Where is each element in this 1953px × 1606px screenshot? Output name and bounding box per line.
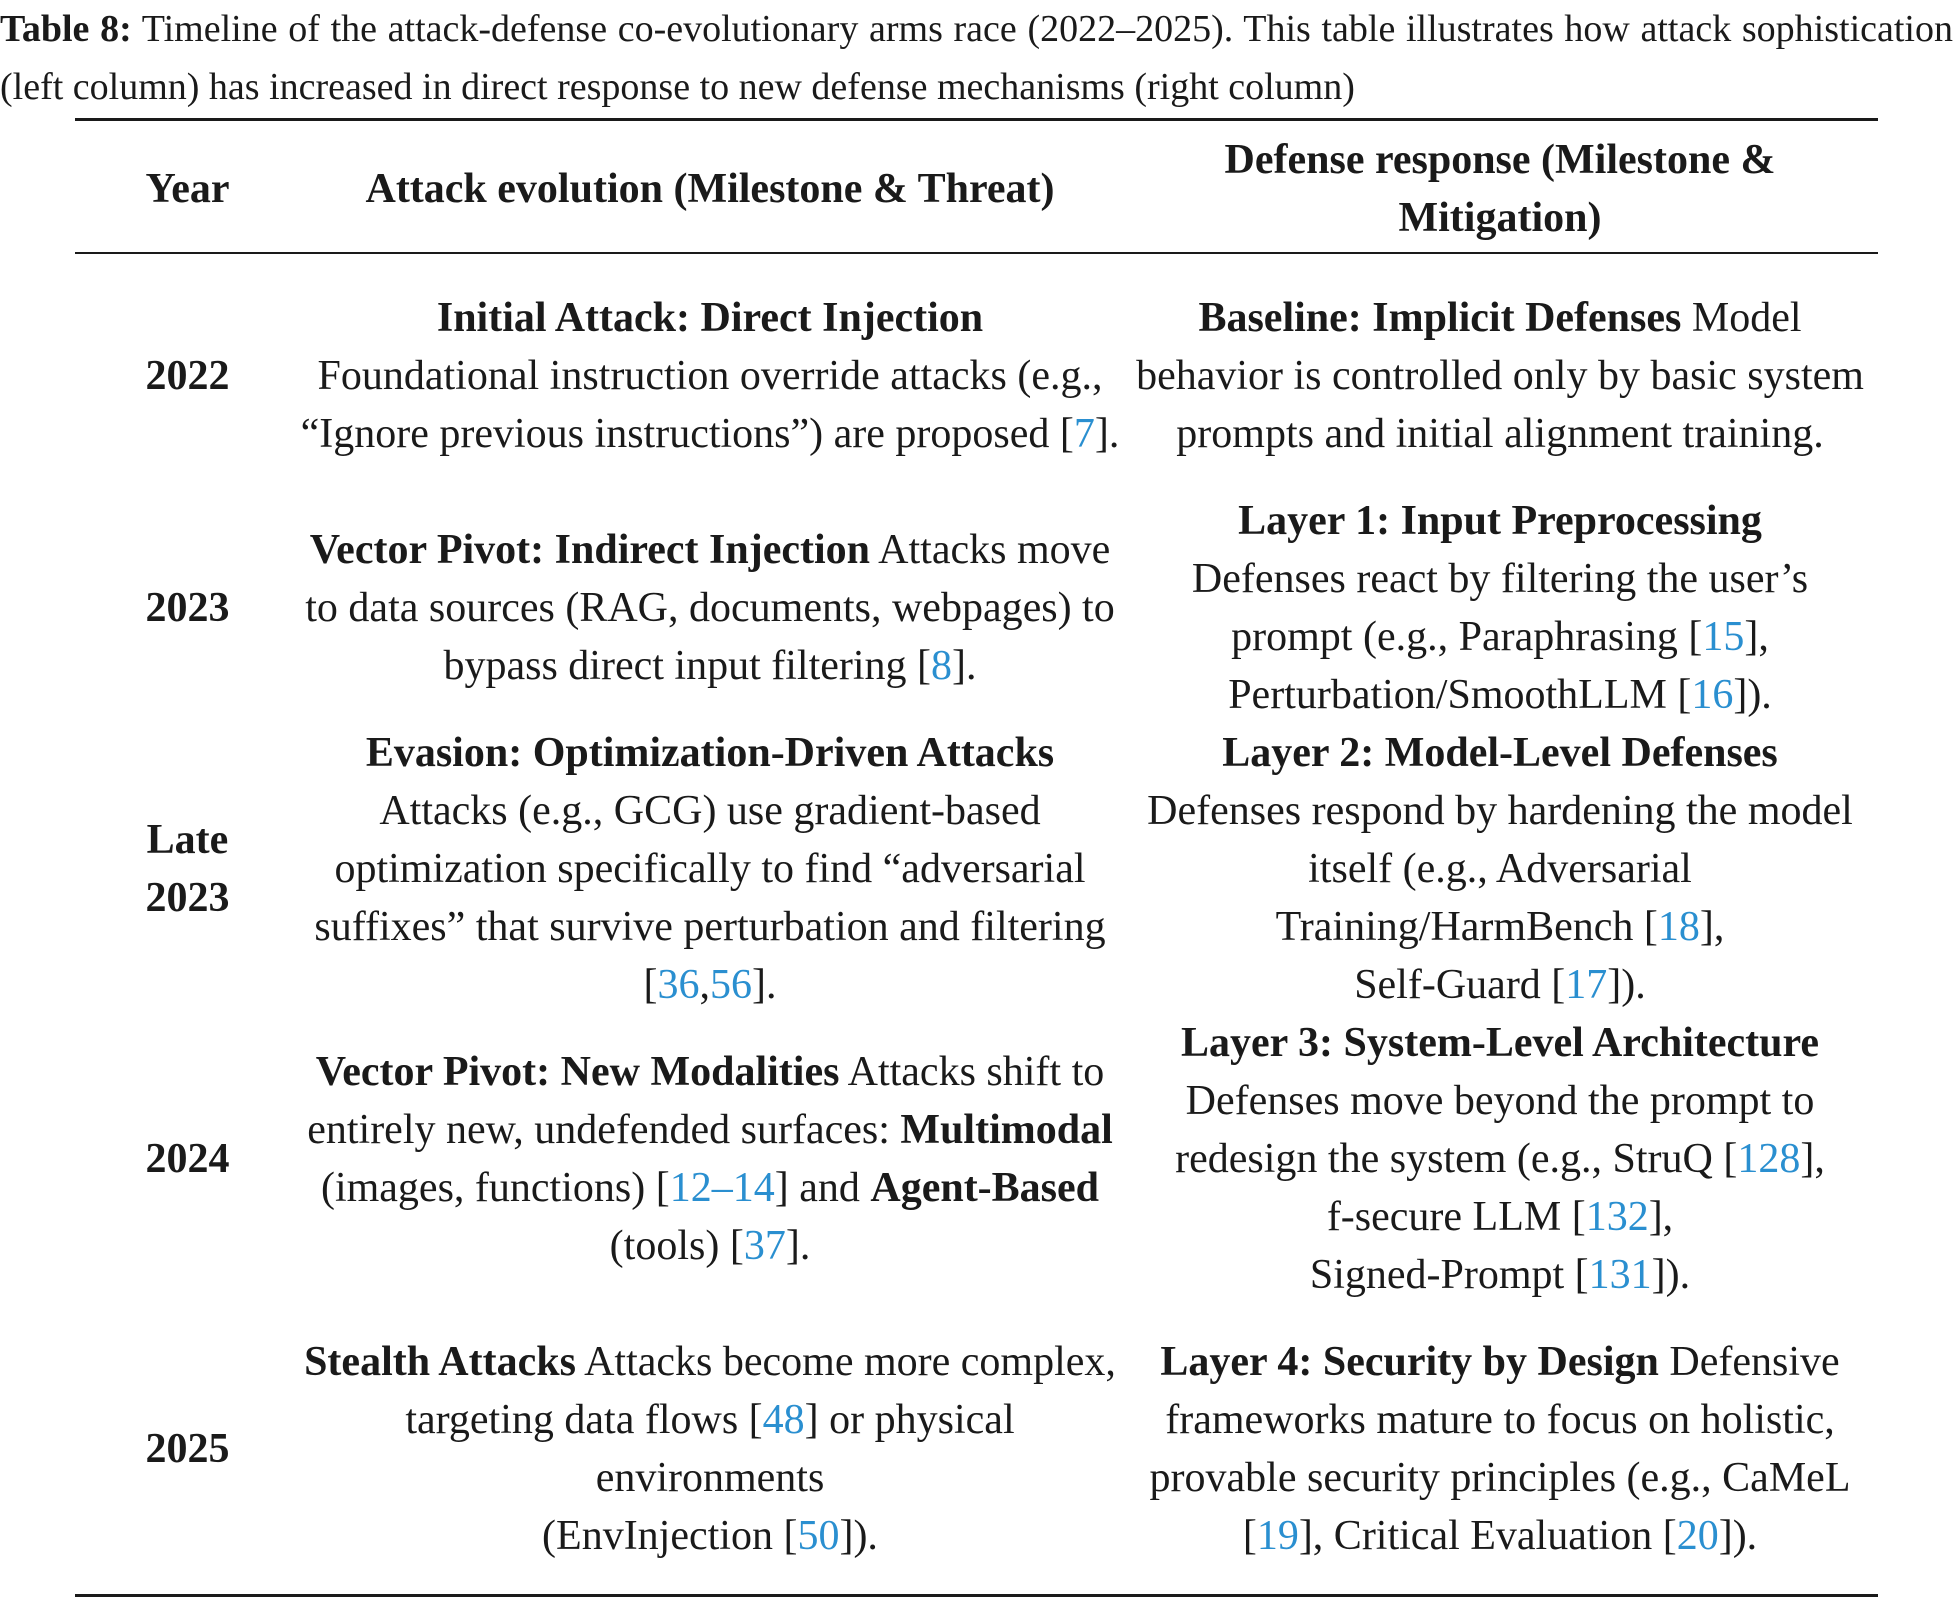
- table-header-rule: [75, 252, 1878, 254]
- defense-title: Layer 1: Input Preprocessing: [1238, 498, 1762, 544]
- header-defense-response: [1130, 133, 1870, 245]
- row-2022-attack: Initial Attack: Direct Injection Foundational instruction override attacks (e.g., “Ignore previous instructions”) are proposed [7].: [300, 295, 1120, 457]
- citation-link[interactable]: 18: [1657, 904, 1700, 950]
- table-top-rule: [75, 118, 1878, 121]
- defense-title: Baseline: Implicit Defenses: [1198, 295, 1682, 341]
- caption-text: Timeline of the attack-defense co-evolutionary arms race (2022–2025). This table illustrates how attack sophistication (left column) has increased in direct response to new defense mechanisms (right column): [0, 8, 1953, 108]
- row-2025-defense: Layer 4: Security by Design Defensive frameworks mature to focus on holistic, provable security principles (e.g., CaMeL [19], Critical Evaluation [20]).: [1149, 1339, 1851, 1559]
- citation-link[interactable]: 128: [1737, 1136, 1801, 1182]
- citation-link[interactable]: 50: [797, 1513, 840, 1559]
- row-2024-defense: Layer 3: System-Level Architecture Defenses move beyond the prompt to redesign the system (e.g., StruQ [128], f-secure LLM [132], Signed-Prompt [131]).: [1175, 1020, 1825, 1298]
- row-late-2023-year: Late 2023: [145, 817, 230, 921]
- defense-title: Layer 2: Model-Level Defenses: [1222, 730, 1778, 776]
- attack-title: Initial Attack: Direct Injection: [436, 295, 984, 341]
- row-2023-defense: Layer 1: Input Preprocessing Defenses react by filtering the user’s prompt (e.g., Paraphrasing [15], Perturbation/SmoothLLM [16]).: [1191, 498, 1809, 718]
- citation-link[interactable]: 56: [710, 962, 752, 1008]
- defense-title: Layer 4: Security by Design: [1160, 1339, 1659, 1385]
- header-attack-evolution: Attack evolution (Milestone & Threat): [365, 166, 1055, 212]
- row-2025-attack: Stealth Attacks Attacks become more complex, targeting data flows [48] or physical environments (EnvInjection [50]).: [304, 1339, 1116, 1559]
- row-2024-attack: Vector Pivot: New Modalities Attacks shift to entirely new, undefended surfaces: Multimodal (images, functions) [12–14] and Agent-Based (tools) [37].: [307, 1049, 1113, 1269]
- header-defense-line2: Mitigation): [1398, 195, 1602, 241]
- citation-link[interactable]: 17: [1565, 962, 1608, 1008]
- attack-title: Vector Pivot: Indirect Injection: [309, 527, 870, 573]
- citation-link[interactable]: 7: [1073, 411, 1095, 457]
- citation-link[interactable]: 14: [732, 1165, 775, 1211]
- citation-link[interactable]: 36: [657, 962, 700, 1008]
- row-2022-year: 2022: [145, 353, 230, 399]
- table-bottom-rule: [75, 1594, 1878, 1597]
- attack-title: Stealth Attacks: [304, 1339, 576, 1385]
- citation-link[interactable]: 15: [1702, 614, 1745, 660]
- citation-link[interactable]: 12: [669, 1165, 712, 1211]
- caption-label: Table 8:: [0, 8, 132, 50]
- row-late-2023-attack: Evasion: Optimization-Driven Attacks Attacks (e.g., GCG) use gradient-based optimization specifically to find “adversarial suffixes” that survive perturbation and filtering [36,56].: [314, 730, 1106, 1008]
- header-year: Year: [145, 166, 230, 212]
- citation-link[interactable]: 131: [1588, 1252, 1652, 1298]
- row-2023-attack: Vector Pivot: Indirect Injection Attacks move to data sources (RAG, documents, webpages) to bypass direct input filtering [8].: [305, 527, 1115, 689]
- row-2025-year: 2025: [145, 1426, 230, 1472]
- citation-link[interactable]: 8: [931, 643, 953, 689]
- row-late-2023-defense: Layer 2: Model-Level Defenses Defenses respond by hardening the model itself (e.g., Adversarial Training/HarmBench [18], Self-Guard [17]).: [1147, 730, 1853, 1008]
- defense-title: Layer 3: System-Level Architecture: [1181, 1020, 1819, 1066]
- attack-title: Evasion: Optimization-Driven Attacks: [365, 730, 1055, 776]
- attack-title: Vector Pivot: New Modalities: [315, 1049, 840, 1095]
- citation-link[interactable]: 48: [762, 1397, 805, 1443]
- citation-link[interactable]: 132: [1585, 1194, 1649, 1240]
- header-defense-line1: Defense response (Milestone &: [1224, 137, 1776, 183]
- citation-link[interactable]: 20: [1676, 1513, 1719, 1559]
- citation-link[interactable]: 16: [1691, 672, 1734, 718]
- row-2023-year: 2023: [145, 585, 230, 631]
- row-2024-year: 2024: [145, 1136, 230, 1182]
- table-caption: [0, 0, 1953, 116]
- row-2022-defense: Baseline: Implicit Defenses Model behavior is controlled only by basic system prompts and initial alignment training.: [1136, 295, 1864, 457]
- citation-link[interactable]: 37: [743, 1223, 786, 1269]
- citation-link[interactable]: 19: [1256, 1513, 1299, 1559]
